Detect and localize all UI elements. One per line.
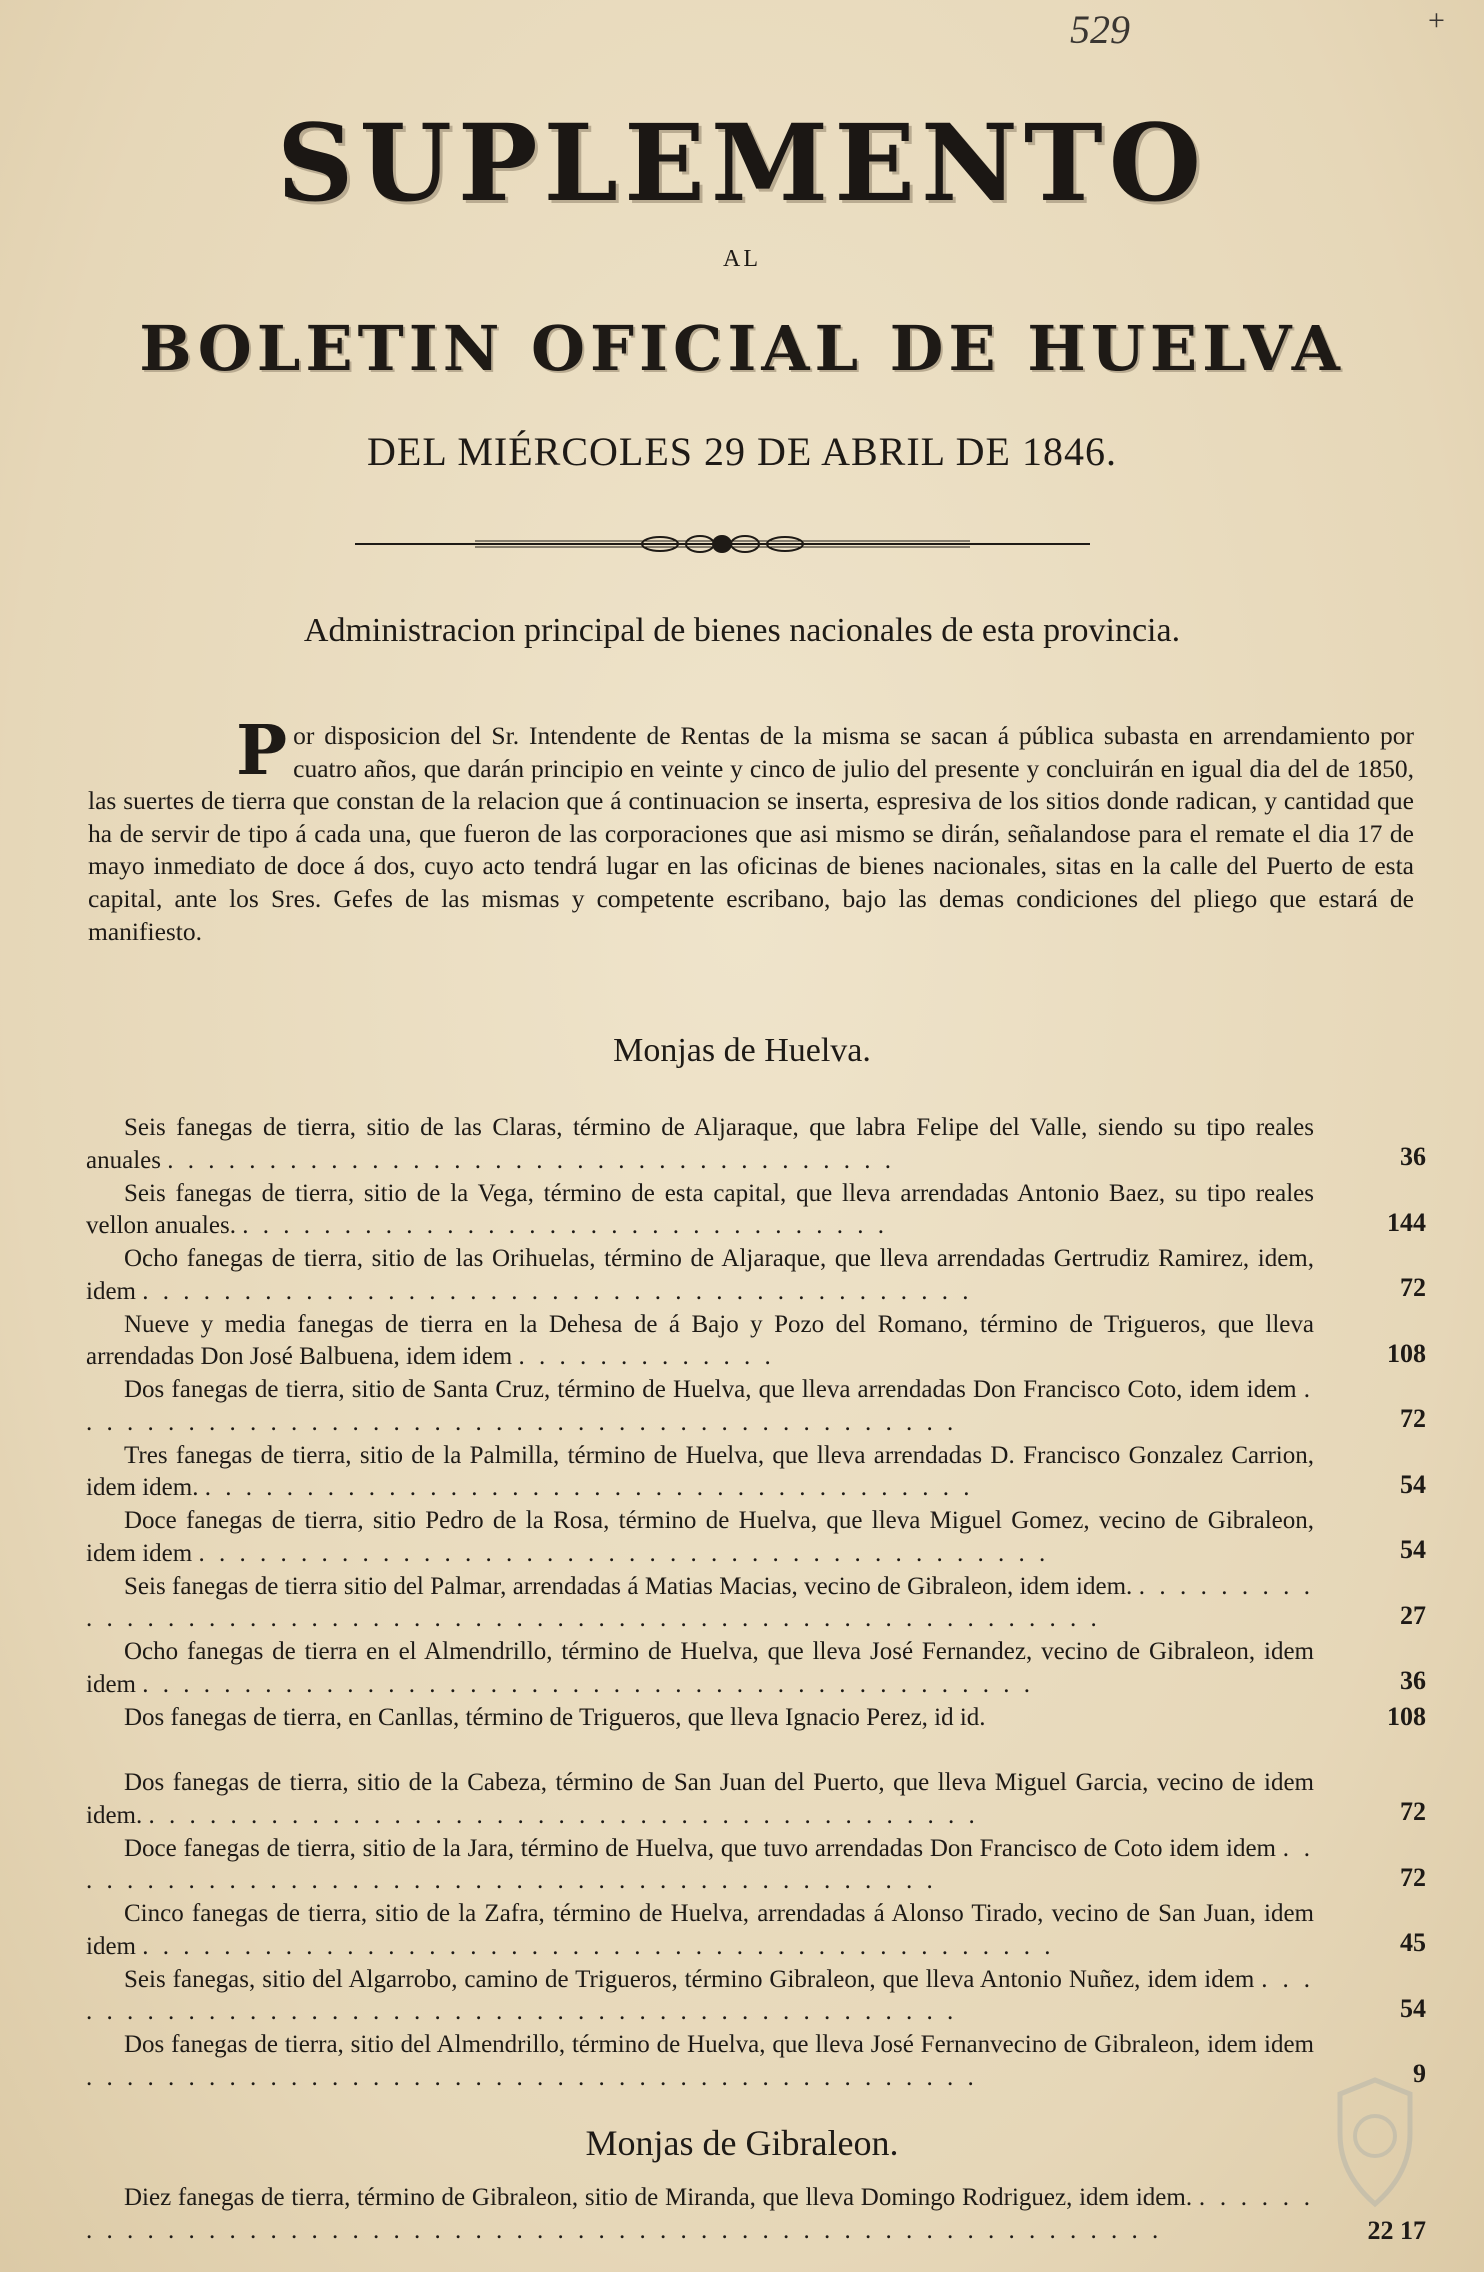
- entry-text: Dos fanegas de tierra, sitio del Almendrillo, término de Huelva, que lleva José Fernanvecino de Gibraleon, idem idem: [124, 2031, 1314, 2058]
- list-item: Seis fanegas de tierra sitio del Palmar, arrendadas á Matias Macias, vecino de Gibraleon, idem idem. . . . . . . . . . . . . . . . . . . . . . . . . . . . . . . . . . . . . . . . . . . . . . . . . . . . . . . . . . . . 27: [86, 1572, 1426, 1632]
- entry-text: Nueve y media fanegas de tierra en la Dehesa de á Bajo y Pozo del Romano, término de Trigueros, que lleva arrendadas Don José Balbuena, idem idem: [86, 1310, 1314, 1370]
- archive-seal-watermark: [1290, 2074, 1460, 2214]
- entry-value: 22 17: [1367, 2216, 1426, 2245]
- entry-value: 108: [1387, 1338, 1426, 1368]
- list-item: Dos fanegas de tierra, sitio del Almendrillo, término de Huelva, que lleva José Fernanvecino de Gibraleon, idem idem . . . . . . . . . . . . . . . . . . . . . . . . . . . . . . . . . . . . . . . . . . . . 9: [86, 2031, 1426, 2091]
- corner-mark: +: [1428, 4, 1445, 37]
- intro-text: or disposicion del Sr. Intendente de Rentas de la misma se sacan á pública subasta en arrendamiento por cuatro años, que darán principio en veinte y cinco de julio del presente y concluirán en igual dia del de 1850, las suertes de tierra que constan de la relacion que á continuacion se inserta, espresiva de los sitios donde radican, y cantidad que ha de servir de tipo á cada una, que fueron de las corporaciones que asi mismo se dirán, señalandose para el remate el dia 17 de mayo inmediato de doce á dos, cuyo acto tendrá lugar en las oficinas de bienes nacionales, sitas en la calle del Puerto de esta capital, ante los Sres. Gefes de las mismas y competente escribano, bajo las demas condiciones del pliego que estará de manifiesto.: [88, 721, 1414, 946]
- entry-value: 54: [1400, 1535, 1426, 1564]
- entry-value: 45: [1400, 1928, 1426, 1957]
- list-item: Dos fanegas de tierra, sitio de la Cabeza, término de San Juan del Puerto, que lleva Miguel Garcia, vecino de idem idem. . . . . . . . . . . . . . . . . . . . . . . . . . . . . . . . . . . . . . . . . . 72: [86, 1769, 1426, 1829]
- entry-text: Doce fanegas de tierra, sitio de la Jara, término de Huelva, que tuvo arrendadas Don Francisco de Coto idem idem: [124, 1834, 1277, 1862]
- entry-text: Seis fanegas de tierra, sitio de las Claras, término de Aljaraque, que labra Felipe del Valle, siendo su tipo reales anuales: [86, 1114, 1314, 1174]
- entry-value: 36: [1400, 1142, 1426, 1171]
- entry-text: Seis fanegas, sitio del Algarrobo, camino de Trigueros, término Gibraleon, que lleva Antonio Nuñez, idem idem: [124, 1965, 1255, 1993]
- entry-text: Seis fanegas de tierra sitio del Palmar, arrendadas á Matias Macias, vecino de Gibraleon, idem idem.: [124, 1572, 1133, 1600]
- list-item: Cinco fanegas de tierra, sitio de la Zafra, término de Huelva, arrendadas á Alonso Tirado, vecino de San Juan, idem idem . . . . . . . . . . . . . . . . . . . . . . . . . . . . . . . . . . . . . . . . . . . . . 45: [86, 1900, 1426, 1960]
- entry-text: Diez fanegas de tierra, término de Gibraleon, sitio de Miranda, que lleva Domingo Rodriguez, idem idem.: [124, 2184, 1193, 2211]
- entry-text: Ocho fanegas de tierra en el Almendrillo, término de Huelva, que lleva José Fernandez, vecino de Gibraleon, idem idem: [86, 1638, 1314, 1698]
- drop-cap: P: [236, 711, 288, 791]
- entry-text: Ocho fanegas de tierra, sitio de las Orihuelas, término de Aljaraque, que lleva arrendadas Gertrudiz Ramirez, idem, idem: [86, 1245, 1314, 1305]
- entry-value: 54: [1400, 1993, 1426, 2023]
- list-item: Seis fanegas de tierra, sitio de las Claras, término de Aljaraque, que labra Felipe del Valle, siendo su tipo reales anuales . . . . . . . . . . . . . . . . . . . . . . . . . . . . . . . . . . . . 36: [86, 1114, 1426, 1174]
- issue-date: DEL MIÉRCOLES 29 DE ABRIL DE 1846.: [367, 429, 1117, 474]
- entry-value: 9: [1413, 2059, 1426, 2088]
- entry-text: Dos fanegas de tierra, en Canllas, término de Trigueros, que lleva Ignacio Perez, id id.: [124, 1703, 986, 1731]
- entry-text: Tres fanegas de tierra, sitio de la Palmilla, término de Huelva, que lleva arrendadas D. Francisco Gonzalez Carrion, idem idem.: [86, 1441, 1314, 1501]
- archive-number: 529: [1070, 7, 1130, 52]
- list-item: Doce fanegas de tierra, sitio de la Jara, término de Huelva, que tuvo arrendadas Don Francisco de Coto idem idem . . . . . . . . . . . . . . . . . . . . . . . . . . . . . . . . . . . . . . . . . . . . 72: [86, 1834, 1426, 1894]
- administration-heading: Administracion principal de bienes nacionales de esta provincia.: [303, 612, 1181, 649]
- entry-value: 54: [1400, 1469, 1426, 1499]
- intro-paragraph: [88, 711, 1414, 948]
- entry-value: 27: [1400, 1600, 1426, 1630]
- list-item: Dos fanegas de tierra, sitio de Santa Cruz, término de Huelva, que lleva arrendadas Don Francisco Coto, idem idem . . . . . . . . . . . . . . . . . . . . . . . . . . . . . . . . . . . . . . . . . . . . 72: [86, 1376, 1426, 1436]
- list-item: Ocho fanegas de tierra, sitio de las Orihuelas, término de Aljaraque, que lleva arrendadas Gertrudiz Ramirez, idem, idem . . . . . . . . . . . . . . . . . . . . . . . . . . . . . . . . . . . . . . . . . 72: [86, 1245, 1426, 1305]
- entry-text: Dos fanegas de tierra, sitio de la Cabeza, término de San Juan del Puerto, que lleva Miguel Garcia, vecino de idem idem.: [86, 1769, 1314, 1829]
- entry-value: 72: [1400, 1862, 1426, 1892]
- list-item: Tres fanegas de tierra, sitio de la Palmilla, término de Huelva, que lleva arrendadas D. Francisco Gonzalez Carrion, idem idem. . . . . . . . . . . . . . . . . . . . . . . . . . . . . . . . . . . . . . . 54: [86, 1441, 1426, 1501]
- entry-value: 108: [1387, 1701, 1426, 1731]
- section-title-gibraleon: Monjas de Gibraleon.: [585, 2123, 899, 2163]
- list-item: Ocho fanegas de tierra en el Almendrillo, término de Huelva, que lleva José Fernandez, vecino de Gibraleon, idem idem . . . . . . . . . . . . . . . . . . . . . . . . . . . . . . . . . . . . . . . . . . . . 36: [86, 1638, 1426, 1698]
- entry-text: Seis fanegas de tierra, sitio de la Vega, término de esta capital, que lleva arrendadas Antonio Baez, su tipo reales vellon anuales.: [86, 1179, 1314, 1239]
- entry-value: 144: [1387, 1207, 1426, 1237]
- ornament-divider: [355, 532, 1090, 556]
- supplement-title: SUPLEMENTO: [276, 100, 1208, 225]
- list-item: Seis fanegas de tierra, sitio de la Vega, término de esta capital, que lleva arrendadas Antonio Baez, su tipo reales vellon anuales. . . . . . . . . . . . . . . . . . . . . . . . . . . . . . . . . 144: [86, 1179, 1426, 1239]
- section-title-huelva: Monjas de Huelva.: [613, 1032, 871, 1069]
- list-item: Nueve y media fanegas de tierra en la Dehesa de á Bajo y Pozo del Romano, término de Trigueros, que lleva arrendadas Don José Balbuena, idem idem . . . . . . . . . . . . . 108: [86, 1310, 1426, 1370]
- bulletin-title: BOLETIN OFICIAL DE HUELVA: [139, 312, 1345, 385]
- entry-text: Dos fanegas de tierra, sitio de Santa Cruz, término de Huelva, que lleva arrendadas Don Francisco Coto, idem idem: [124, 1376, 1297, 1403]
- list-item: Seis fanegas, sitio del Algarrobo, camino de Trigueros, término Gibraleon, que lleva Antonio Nuñez, idem idem . . . . . . . . . . . . . . . . . . . . . . . . . . . . . . . . . . . . . . . . . . . . . . 54: [86, 1965, 1426, 2025]
- list-item: Diez fanegas de tierra, término de Gibraleon, sitio de Miranda, que lleva Domingo Rodriguez, idem idem. . . . . . . . . . . . . . . . . . . . . . . . . . . . . . . . . . . . . . . . . . . . . . . . . . . . . . . . . . . . 22 17: [86, 2184, 1426, 2245]
- entry-value: 72: [1400, 1273, 1426, 1302]
- entry-value: 36: [1400, 1666, 1426, 1695]
- entries-list-huelva: [86, 1112, 1426, 2095]
- entry-text: Cinco fanegas de tierra, sitio de la Zafra, término de Huelva, arrendadas á Alonso Tirado, vecino de San Juan, idem idem: [86, 1900, 1314, 1960]
- title-connector: AL: [723, 246, 761, 272]
- list-item: [86, 1702, 1426, 1768]
- entry-value: 72: [1400, 1797, 1426, 1826]
- list-item: Doce fanegas de tierra, sitio Pedro de la Rosa, término de Huelva, que lleva Miguel Gomez, vecino de Gibraleon, idem idem . . . . . . . . . . . . . . . . . . . . . . . . . . . . . . . . . . . . . . . . . . 54: [86, 1507, 1426, 1567]
- entry-text: Doce fanegas de tierra, sitio Pedro de la Rosa, término de Huelva, que lleva Miguel Gomez, vecino de Gibraleon, idem idem: [86, 1507, 1314, 1567]
- entries-list-gibraleon: [86, 2182, 1426, 2248]
- entry-value: 72: [1400, 1404, 1426, 1433]
